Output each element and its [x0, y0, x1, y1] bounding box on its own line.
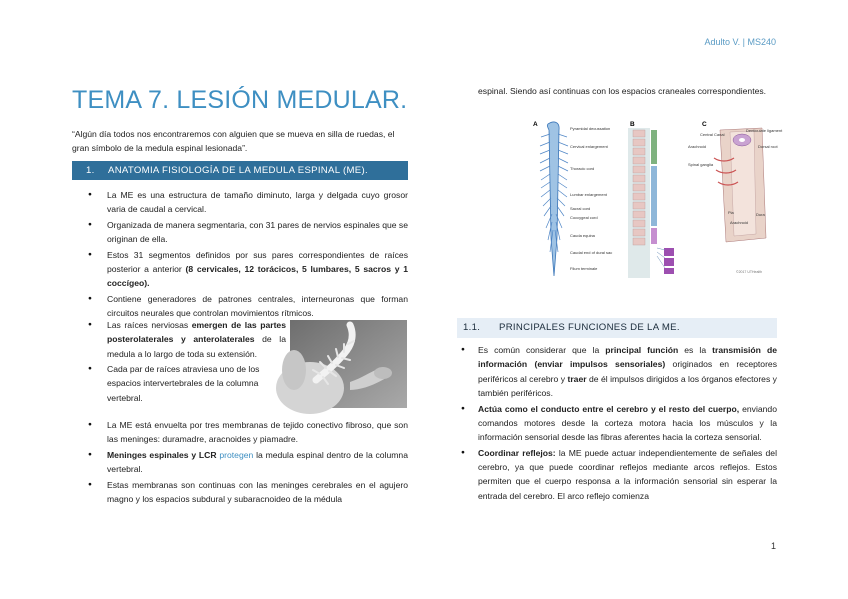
- list-item-text: Es común considerar que la: [478, 345, 606, 355]
- functions-bullet-list: [457, 343, 777, 504]
- label-a: Lumbar enlargement: [570, 192, 607, 197]
- list-item: [457, 446, 777, 503]
- list-item-bold: traer: [567, 373, 587, 384]
- list-item: ● La ME está envuelta por tres membranas de tejido conectivo fibroso, que son las meninges: duramadre, aracnoides y piamadre.: [72, 418, 408, 447]
- meninges-bullet-list: [72, 418, 408, 507]
- label-a: Cauda equina: [570, 233, 595, 238]
- anatomy-figure-drawing: [530, 118, 783, 278]
- label-c: Denticulate ligament: [746, 128, 783, 133]
- panel-a-letter: A: [533, 121, 538, 128]
- list-item: ● Contiene generadores de patrones centrales, interneuronas que forman circuitos neurales que controlan movimientos rítmicos.: [72, 292, 408, 321]
- list-item-text: la ME puede actuar independientemente de señales del cerebro, ya que puede coordinar reflejos mediante arcos reflejos. Estos permiten que el cuerpo responsa a la información sensorial sin esperar la entrada del cerebro. El arco reflejo comienza: [478, 447, 777, 501]
- label-c: Arachnoid: [730, 220, 749, 225]
- list-item: ● Cada par de raíces atraviesa uno de los espacios intervertebrales de la columna vertebral.: [72, 362, 286, 405]
- list-item-text: es la: [678, 345, 713, 355]
- list-item: [457, 343, 777, 400]
- list-item: ● Estas membranas son continuas con las meninges cerebrales en el agujero magno y los espacios subdural y subaracnoideo de la médula: [72, 478, 408, 507]
- spinal-cord-anatomy-figure: [530, 118, 783, 278]
- list-item-bold: Meninges espinales y LCR: [107, 449, 217, 460]
- figure-copyright: ©2017 UTHealth: [736, 270, 763, 274]
- list-item-bold: emergen de las partes posterolaterales y anterolaterales: [107, 320, 286, 345]
- label-c: Arachnoid: [688, 144, 707, 149]
- label-c: Dorsal root: [758, 144, 778, 149]
- list-item-bold: principal función: [605, 345, 679, 355]
- list-item-bold: (8 cervicales, 12 torácicos, 5 lumbares, 5 sacros y 1 coccígeo).: [107, 263, 408, 289]
- specimen-photo-drawing: [290, 320, 407, 408]
- list-item-text: de él impulsos dirigidos a los órganos efectores y también periféricos.: [478, 373, 777, 398]
- list-item-text: Estos 31 segmentos definidos por sus pares correspondientes de raíces posterior a anterior: [107, 249, 408, 274]
- header-author-course: Adulto V. | MS240: [704, 37, 776, 47]
- list-item-highlight: protegen: [219, 449, 254, 460]
- page-title: TEMA 7. LESIÓN MEDULAR.: [72, 86, 408, 114]
- anatomy-bullet-list: [72, 188, 408, 321]
- list-item: [72, 248, 408, 291]
- list-item-text: Las raíces nerviosas: [107, 320, 192, 330]
- spinal-cord-specimen-photo: [290, 320, 407, 408]
- list-item: [457, 402, 777, 445]
- section-title: ANATOMIA FISIOLOGÍA DE LA MEDULA ESPINAL (ME).: [108, 165, 368, 176]
- continuation-text: espinal. Siendo así continuas con los espacios craneales correspondientes.: [478, 86, 767, 96]
- label-c: Spinal ganglia: [688, 162, 714, 167]
- label-c: Dura: [756, 212, 765, 217]
- roots-bullet-list: [72, 318, 286, 406]
- list-item-text: originados en receptores periféricos al cerebro y: [478, 359, 778, 384]
- subsection-heading-functions: [457, 318, 777, 338]
- section-number: 1.: [86, 165, 95, 176]
- list-item-text: enviando comandos motores desde la corteza motora hacia los músculos y la información sensorial desde las fibras aferentes hacia la corteza sensorial.: [478, 403, 777, 443]
- subsection-title: PRINCIPALES FUNCIONES DE LA ME.: [499, 322, 680, 333]
- page-number: 1: [770, 541, 776, 551]
- list-item: [72, 318, 286, 361]
- list-item-bold: Actúa como el conducto entre el cerebro y el resto del cuerpo,: [478, 403, 740, 414]
- list-item: [72, 448, 408, 477]
- list-item-text: la medula espinal dentro de la columna vertebral.: [107, 449, 408, 475]
- label-a: Coccygeal cord: [570, 215, 598, 220]
- label-a: Filum terminale: [570, 266, 598, 271]
- list-item-bold: Coordinar reflejos:: [478, 447, 556, 458]
- panel-b-letter: B: [630, 121, 635, 128]
- label-a: Sacral cord: [570, 206, 591, 211]
- label-a: Thoracic cord: [570, 166, 595, 171]
- label-a: Cervical enlargement: [570, 144, 608, 149]
- label-a: Caudal end of dural sac: [570, 250, 613, 255]
- list-item-bold: transmisión de información (enviar impulsos sensoriales): [478, 345, 777, 370]
- panel-c-letter: C: [702, 121, 707, 128]
- label-a: Pyramidal decussation: [570, 126, 611, 131]
- label-c: Central Canal: [700, 132, 725, 137]
- subsection-number: 1.1.: [463, 322, 481, 333]
- section-heading-anatomy: [72, 161, 408, 180]
- list-item: ● La ME es una estructura de tamaño diminuto, larga y delgada cuyo grosor varia de caudal a cervical.: [72, 188, 408, 217]
- list-item-text: de la medula a lo largo de toda su extensión.: [107, 334, 286, 359]
- intro-quote: “Algún día todos nos encontraremos con alguien que se mueva en silla de ruedas, el gran símbolo de la medula espinal lesionada”.: [72, 129, 395, 153]
- list-item: ● Organizada de manera segmentaria, con 31 pares de nervios espinales que se originan de ella.: [72, 218, 408, 247]
- label-c: Pia: [728, 210, 734, 215]
